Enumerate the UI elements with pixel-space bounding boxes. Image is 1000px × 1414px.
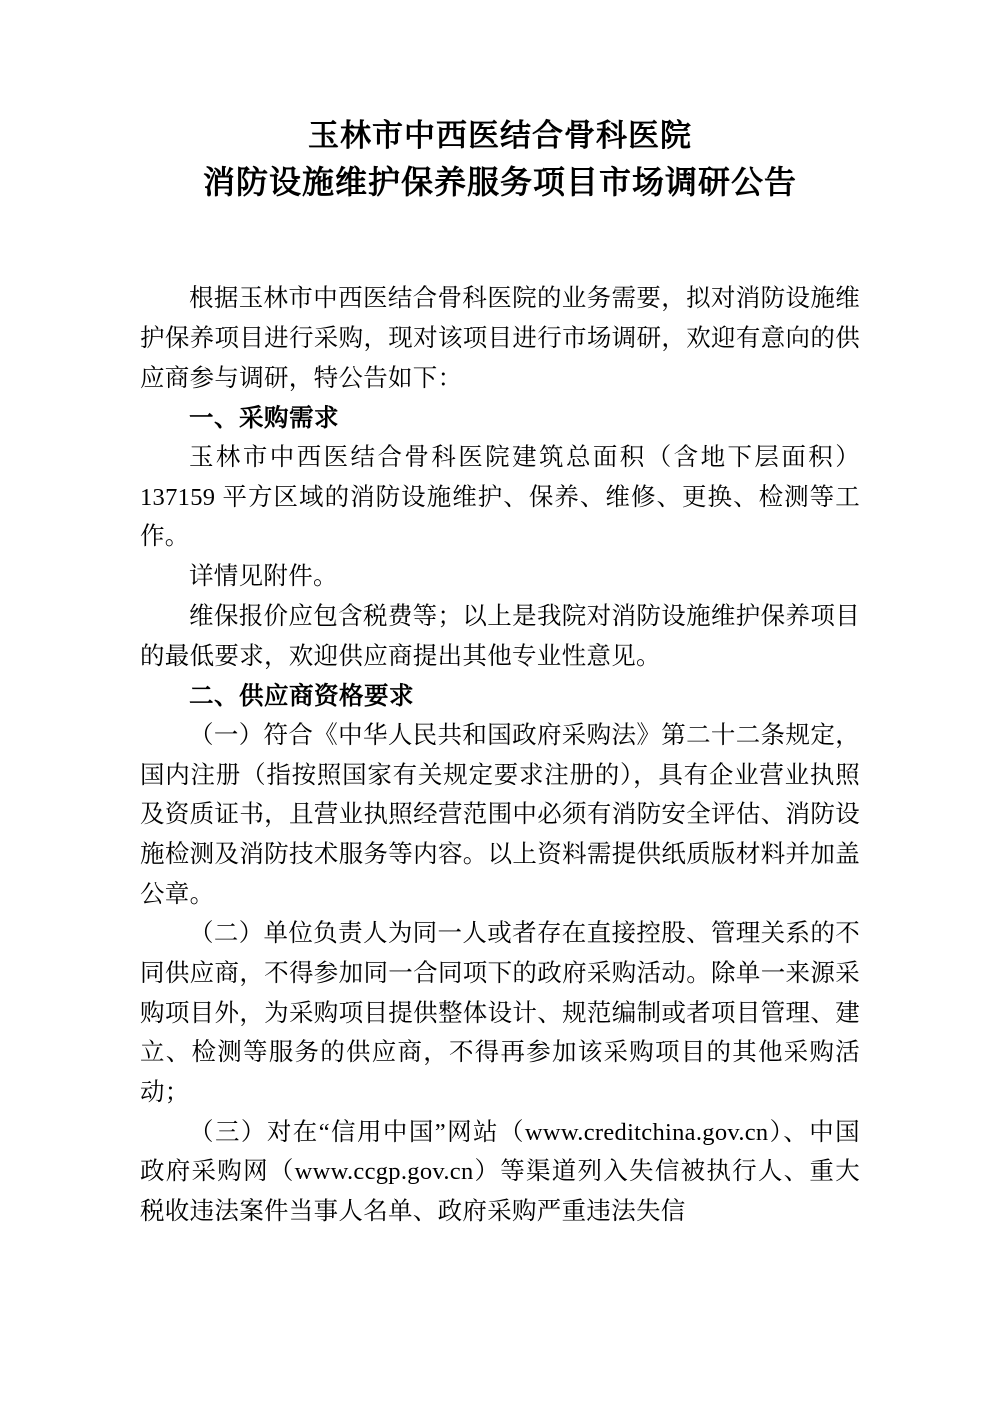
intro-paragraph: 根据玉林市中西医结合骨科医院的业务需要，拟对消防设施维护保养项目进行采购，现对该项目进行市场调研，欢迎有意向的供应商参与调研，特公告如下： xyxy=(140,285,860,392)
qualification-item-3: （三）对在“信用中国”网站（www.creditchina.gov.cn）、中国政府采购网（www.ccgp.gov.cn）等渠道列入失信被执行人、重大税收违法案件当事人名单、政府采购严重违法失信 xyxy=(140,1118,860,1226)
qualification-item-2: （二）单位负责人为同一人或者存在直接控股、管理关系的不同供应商，不得参加同一合同项下的政府采购活动。除单一来源采购项目外，为采购项目提供整体设计、规范编制或者项目管理、建立、检测等服务的供应商，不得再参加该采购项目的其他采购活动； xyxy=(140,920,860,1107)
page-title xyxy=(140,96,860,205)
document-body xyxy=(140,279,860,1232)
section-heading-procurement-needs: 一、采购需求 xyxy=(189,403,339,433)
qualification-item-1: （一）符合《中华人民共和国政府采购法》第二十二条规定，国内注册（指按照国家有关规定要求注册的），具有企业营业执照及资质证书，且营业执照经营范围中必须有消防安全评估、消防设施检测及消防技术服务等内容。以上资料需提供纸质版材料并加盖公章。 xyxy=(140,721,860,908)
attachment-note-paragraph: 详情见附件。 xyxy=(189,563,338,591)
quotation-requirement-paragraph: 维保报价应包含税费等；以上是我院对消防设施维护保养项目的最低要求，欢迎供应商提出其他专业性意见。 xyxy=(140,602,860,670)
procurement-scope-paragraph: 玉林市中西医结合骨科医院建筑总面积（含地下层面积）137159 平方区域的消防设施维护、保养、维修、更换、检测等工作。 xyxy=(140,444,860,551)
page-title-line-2: 消防设施维护保养服务项目市场调研公告 xyxy=(202,162,797,201)
page-title-line-1: 玉林市中西医结合骨科医院 xyxy=(308,118,692,154)
section-heading-supplier-qualification: 二、供应商资格要求 xyxy=(189,681,414,711)
